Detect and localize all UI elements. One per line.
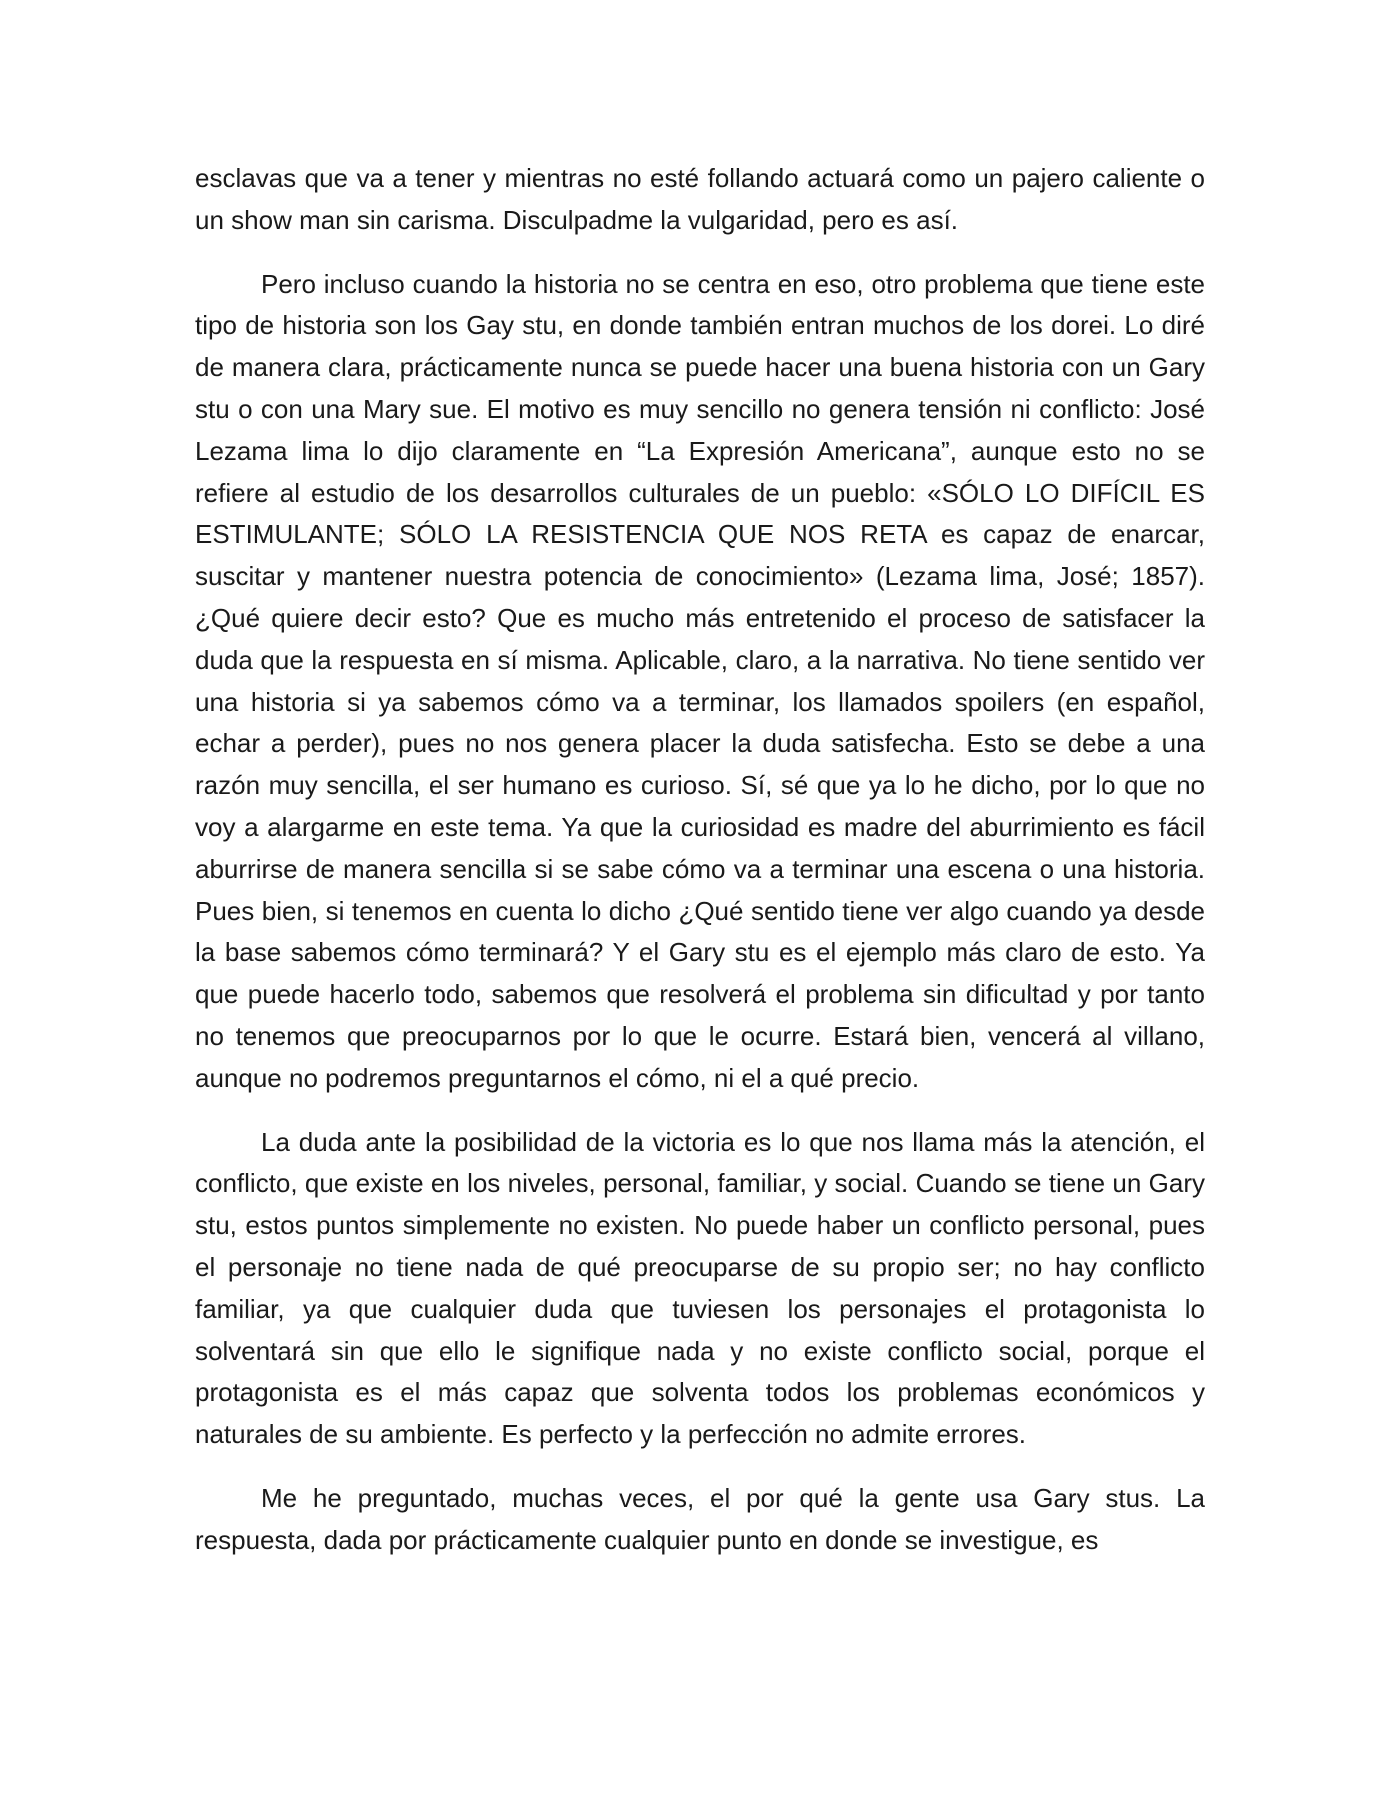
- paragraph-3: La duda ante la posibilidad de la victoria es lo que nos llama más la atención, el conflicto, que existe en los niveles, personal, familiar, y social. Cuando se tiene un Gary stu, estos puntos simplemente no existen. No puede haber un conflicto personal, pues el personaje no tiene nada de qué preocuparse de su propio ser; no hay conflicto familiar, ya que cualquier duda que tuviesen los personajes el protagonista lo solventará sin que ello le signifique nada y no existe conflicto social, porque el protagonista es el más capaz que solventa todos los problemas económicos y naturales de su ambiente. Es perfecto y la perfección no admite errores.: [195, 1126, 1205, 1450]
- document-body: [195, 158, 1205, 1584]
- paragraph-1: esclavas que va a tener y mientras no esté follando actuará como un pajero caliente o un show man sin carisma. Disculpadme la vulgaridad, pero es así.: [195, 163, 1205, 235]
- paragraph-4: Me he preguntado, muchas veces, el por qué la gente usa Gary stus. La respuesta, dada por prácticamente cualquier punto en donde se investigue, es: [195, 1482, 1205, 1555]
- paragraph-2: Pero incluso cuando la historia no se centra en eso, otro problema que tiene este tipo de historia son los Gay stu, en donde también entran muchos de los dorei. Lo diré de manera clara, prácticamente nunca se puede hacer una buena historia con un Gary stu o con una Mary sue. El motivo es muy sencillo no genera tensión ni conflicto: José Lezama lima lo dijo claramente en “La Expresión Americana”, aunque esto no se refiere al estudio de los desarrollos culturales de un pueblo: «SÓLO LO DIFÍCIL ES ESTIMULANTE; SÓLO LA RESISTENCIA QUE NOS RETA es capaz de enarcar, suscitar y mantener nuestra potencia de conocimiento» (Lezama lima, José; 1857). ¿Qué quiere decir esto? Que es mucho más entretenido el proceso de satisfacer la duda que la respuesta en sí misma. Aplicable, claro, a la narrativa. No tiene sentido ver una historia si ya sabemos cómo va a terminar, los llamados spoilers (en español, echar a perder), pues no nos genera placer la duda satisfecha. Esto se debe a una razón muy sencilla, el ser humano es curioso. Sí, sé que ya lo he dicho, por lo que no voy a alargarme en este tema. Ya que la curiosidad es madre del aburrimiento es fácil aburrirse de manera sencilla si se sabe cómo va a terminar una escena o una historia. Pues bien, si tenemos en cuenta lo dicho ¿Qué sentido tiene ver algo cuando ya desde la base sabemos cómo terminará? Y el Gary stu es el ejemplo más claro de esto. Ya que puede hacerlo todo, sabemos que resolverá el problema sin dificultad y por tanto no tenemos que preocuparnos por lo que le ocurre. Estará bien, vencerá al villano, aunque no podremos preguntarnos el cómo, ni el a qué precio.: [195, 268, 1205, 1093]
